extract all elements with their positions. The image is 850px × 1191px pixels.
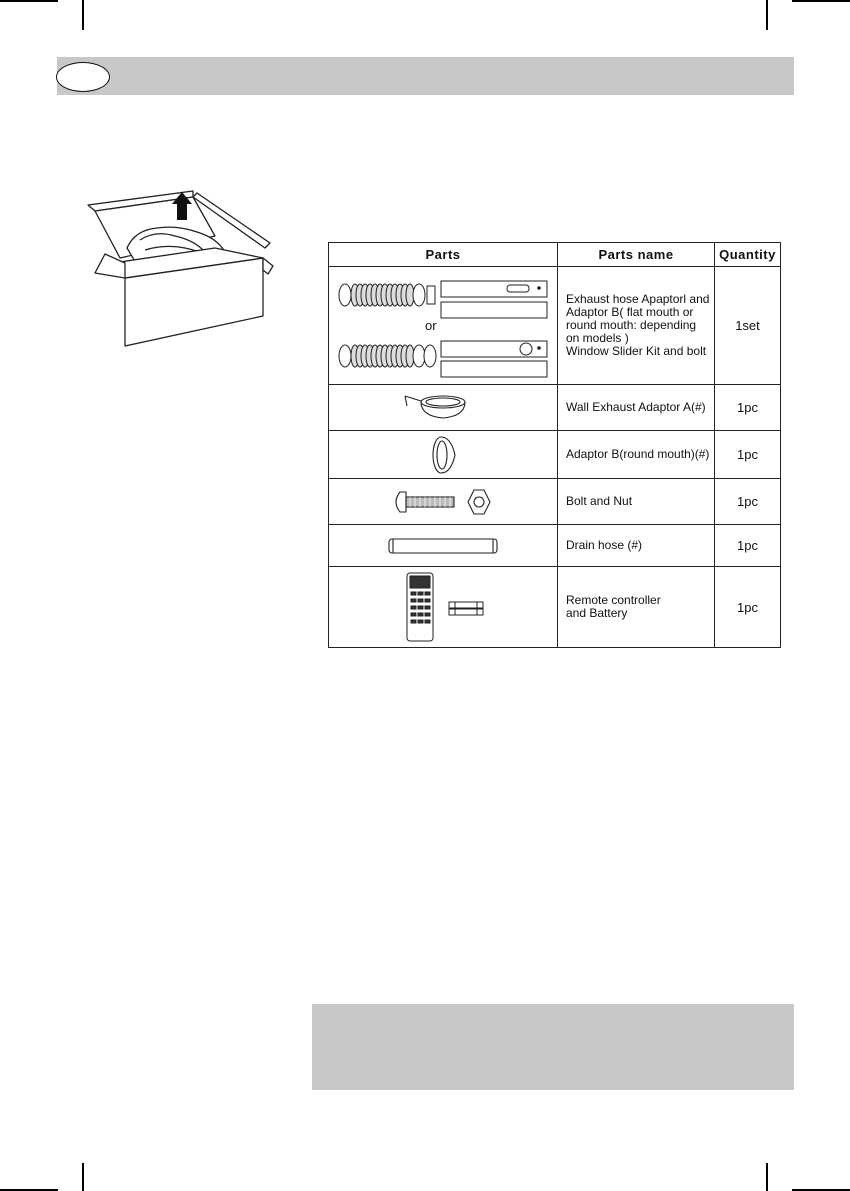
table-row [329,267,781,385]
part-image-cell [329,385,558,431]
part-name-cell [558,385,715,431]
remote-controller-illustration [393,571,493,643]
header-quantity: Quantity [715,243,781,267]
crop-mark-top-left [0,0,58,2]
part-name: Remote controller and Battery [566,593,661,620]
part-quantity: 1pc [715,525,781,567]
drain-hose-illustration [385,534,501,558]
wall-exhaust-adaptor-illustration [403,388,483,428]
exhaust-hose-kit-illustration [333,270,553,382]
crop-mark-bottom-right-v [766,1163,768,1191]
part-quantity: 1pc [715,385,781,431]
round-adaptor-illustration [423,433,463,477]
part-name-cell [558,267,715,385]
part-image-cell [329,431,558,479]
table-row [329,525,781,567]
crop-mark-top-right-v [766,0,768,30]
section-header-bar [57,57,794,95]
part-quantity: 1pc [715,479,781,525]
part-name-cell [558,479,715,525]
parts-table [328,242,781,648]
part-quantity: 1pc [715,567,781,648]
language-badge-oval [56,62,110,92]
header-parts: Parts [329,243,558,267]
part-name: Exhaust hose Apaptorl and Adaptor B( flat mouth or round mouth: depending on models ) Window Slider Kit and bolt [566,292,710,358]
header-parts-name: Parts name [558,243,715,267]
crop-mark-top-right [792,0,850,2]
table-row [329,567,781,648]
part-name-cell [558,525,715,567]
part-image-cell [329,525,558,567]
table-row [329,431,781,479]
part-name-cell [558,567,715,648]
part-quantity: 1set [715,267,781,385]
part-image-cell [329,567,558,648]
open-box-illustration [85,188,285,348]
or-label: or [425,317,437,333]
part-name: Adaptor B(round mouth)(#) [566,447,710,461]
part-quantity: 1pc [715,431,781,479]
table-row [329,385,781,431]
part-image-cell [329,479,558,525]
parts-table-header [329,243,781,267]
bolt-and-nut-illustration [388,484,498,520]
footer-note-bar [312,1004,794,1090]
crop-mark-bottom-left-v [82,1163,84,1191]
part-name: Wall Exhaust Adaptor A(#) [566,400,706,414]
part-image-cell [329,267,558,385]
crop-mark-top-left-v [82,0,84,30]
part-name: Drain hose (#) [566,538,643,552]
table-row [329,479,781,525]
part-name: Bolt and Nut [566,494,633,508]
part-name-cell [558,431,715,479]
